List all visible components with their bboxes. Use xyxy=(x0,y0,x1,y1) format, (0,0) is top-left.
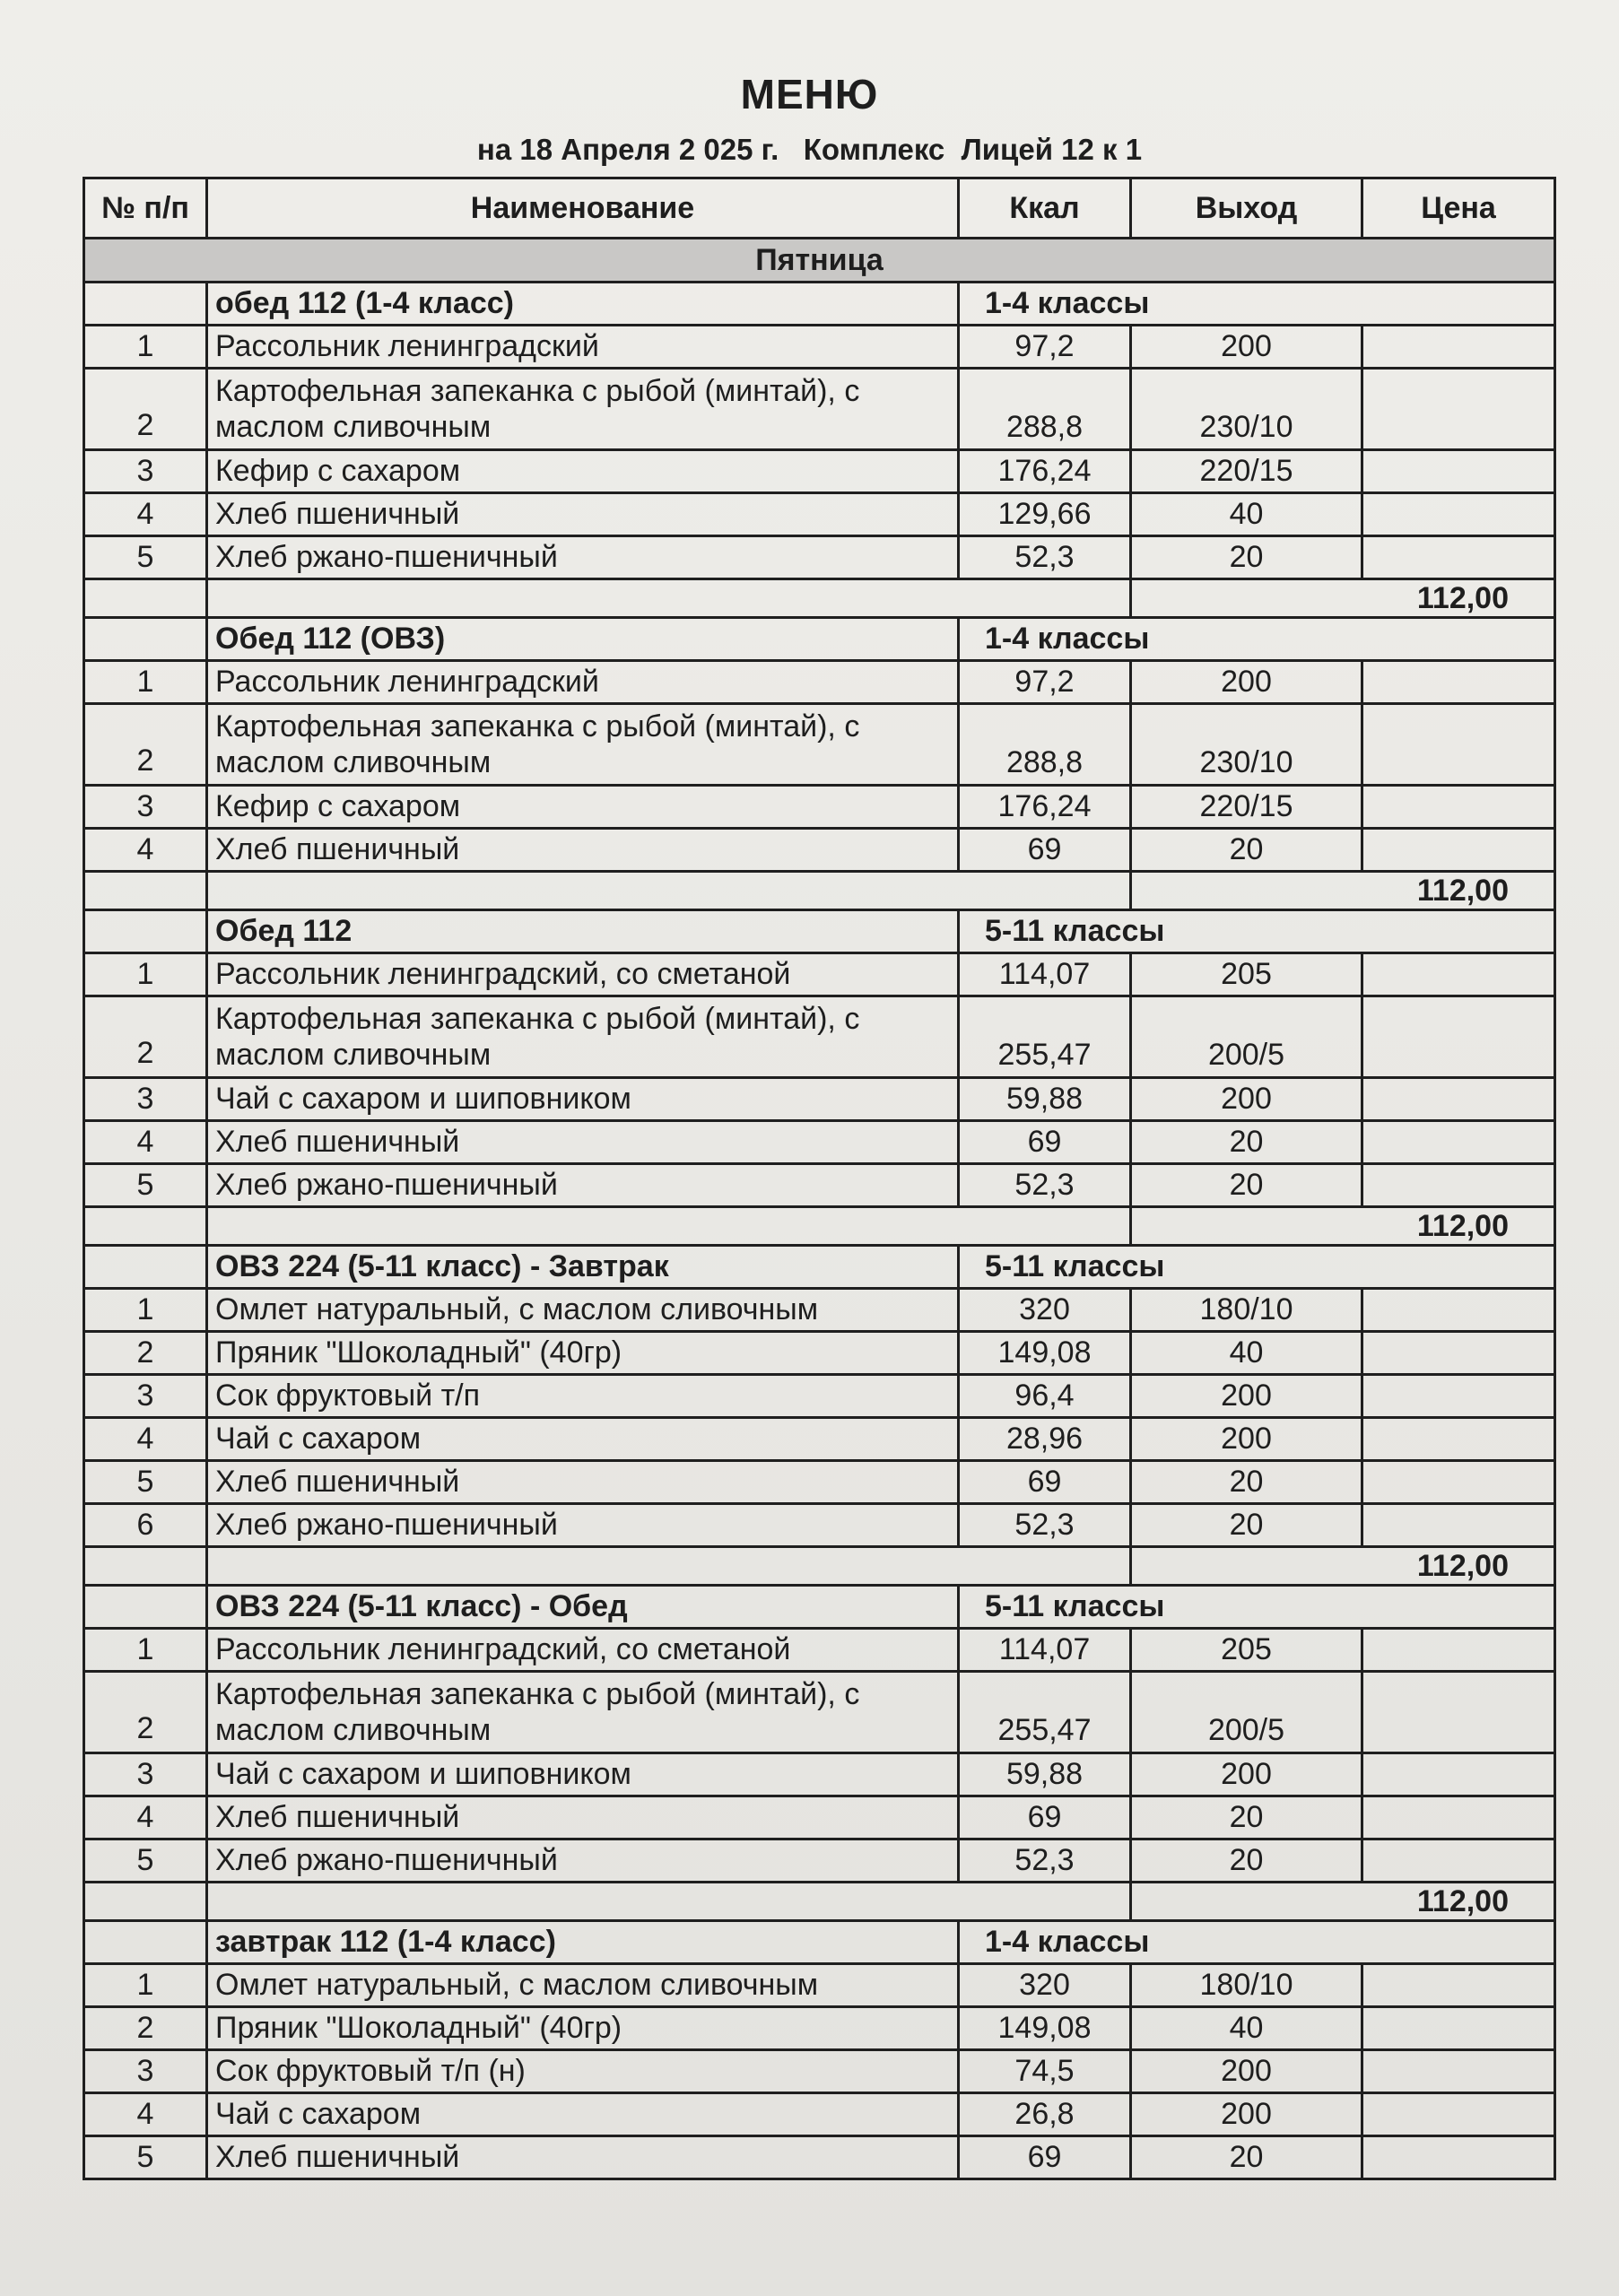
section-total-row xyxy=(84,579,1555,618)
table-row xyxy=(84,326,1555,369)
item-price-empty xyxy=(1362,1078,1555,1121)
section-total-price: 112,00 xyxy=(1131,1883,1555,1921)
item-name: Кефир с сахаром xyxy=(207,450,959,493)
item-kcal: 97,2 xyxy=(959,326,1131,369)
section-header-row xyxy=(84,1246,1555,1289)
table-row xyxy=(84,1289,1555,1332)
item-name: Пряник "Шоколадный" (40гр) xyxy=(207,2007,959,2050)
table-row xyxy=(84,369,1555,450)
item-name: Хлеб пшеничный xyxy=(207,2136,959,2179)
item-kcal: 255,47 xyxy=(959,996,1131,1078)
table-row xyxy=(84,1078,1555,1121)
item-num: 5 xyxy=(84,536,207,579)
item-price-empty xyxy=(1362,1121,1555,1164)
total-name-empty xyxy=(207,579,1131,618)
section-class-group: 1-4 классы xyxy=(959,618,1555,661)
item-name: Хлеб пшеничный xyxy=(207,1796,959,1839)
item-price-empty xyxy=(1362,2136,1555,2179)
item-num: 1 xyxy=(84,1629,207,1672)
table-row xyxy=(84,953,1555,996)
item-name: Картофельная запеканка с рыбой (минтай), с маслом сливочным xyxy=(207,369,959,450)
section-total-price: 112,00 xyxy=(1131,579,1555,618)
item-output: 200 xyxy=(1131,2093,1362,2136)
total-name-empty xyxy=(207,872,1131,910)
table-row xyxy=(84,1418,1555,1461)
section-num-empty xyxy=(84,910,207,953)
item-output: 200 xyxy=(1131,1078,1362,1121)
item-output: 205 xyxy=(1131,1629,1362,1672)
section-total-row xyxy=(84,1547,1555,1586)
item-price-empty xyxy=(1362,493,1555,536)
section-header-row xyxy=(84,1921,1555,1964)
item-num: 5 xyxy=(84,1461,207,1504)
item-output: 20 xyxy=(1131,2136,1362,2179)
section-num-empty xyxy=(84,1246,207,1289)
item-kcal: 52,3 xyxy=(959,1504,1131,1547)
item-output: 200 xyxy=(1131,326,1362,369)
table-row xyxy=(84,996,1555,1078)
total-num-empty xyxy=(84,1547,207,1586)
item-kcal: 74,5 xyxy=(959,2050,1131,2093)
page-subtitle: на 18 Апреля 2 025 г. Комплекс Лицей 12 к 1 xyxy=(476,133,1143,166)
item-num: 3 xyxy=(84,786,207,829)
item-output: 200 xyxy=(1131,2050,1362,2093)
section-total-price: 112,00 xyxy=(1131,1207,1555,1246)
table-row xyxy=(84,1461,1555,1504)
item-num: 3 xyxy=(84,1375,207,1418)
item-output: 200/5 xyxy=(1131,996,1362,1078)
item-name: Хлеб пшеничный xyxy=(207,493,959,536)
item-output: 20 xyxy=(1131,1796,1362,1839)
table-row xyxy=(84,450,1555,493)
item-output: 180/10 xyxy=(1131,1289,1362,1332)
item-kcal: 69 xyxy=(959,1796,1131,1839)
item-num: 4 xyxy=(84,1796,207,1839)
item-num: 2 xyxy=(84,996,207,1078)
item-price-empty xyxy=(1362,1839,1555,1883)
item-num: 1 xyxy=(84,1964,207,2007)
item-price-empty xyxy=(1362,1461,1555,1504)
item-price-empty xyxy=(1362,1629,1555,1672)
table-row xyxy=(84,2050,1555,2093)
item-num: 1 xyxy=(84,661,207,704)
item-num: 1 xyxy=(84,1289,207,1332)
item-name: Картофельная запеканка с рыбой (минтай), с маслом сливочным xyxy=(207,1672,959,1753)
item-kcal: 59,88 xyxy=(959,1078,1131,1121)
item-num: 3 xyxy=(84,450,207,493)
item-output: 205 xyxy=(1131,953,1362,996)
total-num-empty xyxy=(84,579,207,618)
item-kcal: 59,88 xyxy=(959,1753,1131,1796)
item-name: Чай с сахаром xyxy=(207,2093,959,2136)
day-row xyxy=(84,239,1555,283)
table-row xyxy=(84,2093,1555,2136)
table-row xyxy=(84,2136,1555,2179)
item-kcal: 149,08 xyxy=(959,1332,1131,1375)
item-name: Рассольник ленинградский xyxy=(207,661,959,704)
item-name: Хлеб ржано-пшеничный xyxy=(207,1504,959,1547)
menu-table-body xyxy=(84,239,1555,2179)
item-kcal: 69 xyxy=(959,2136,1131,2179)
item-name: Хлеб пшеничный xyxy=(207,829,959,872)
column-header-num: № п/п xyxy=(84,178,207,239)
item-output: 20 xyxy=(1131,1504,1362,1547)
total-num-empty xyxy=(84,872,207,910)
section-title: Обед 112 (ОВЗ) xyxy=(207,618,959,661)
item-num: 2 xyxy=(84,2007,207,2050)
section-class-group: 1-4 классы xyxy=(959,283,1555,326)
item-output: 200/5 xyxy=(1131,1672,1362,1753)
section-total-price: 112,00 xyxy=(1131,872,1555,910)
item-output: 180/10 xyxy=(1131,1964,1362,2007)
menu-table xyxy=(83,177,1556,2180)
item-num: 3 xyxy=(84,2050,207,2093)
section-class-group: 5-11 классы xyxy=(959,1246,1555,1289)
table-row xyxy=(84,661,1555,704)
item-kcal: 176,24 xyxy=(959,450,1131,493)
item-num: 4 xyxy=(84,493,207,536)
item-kcal: 129,66 xyxy=(959,493,1131,536)
section-total-row xyxy=(84,1207,1555,1246)
item-num: 2 xyxy=(84,1332,207,1375)
column-header-kcal: Ккал xyxy=(959,178,1131,239)
section-title: Обед 112 xyxy=(207,910,959,953)
item-kcal: 69 xyxy=(959,1121,1131,1164)
item-num: 5 xyxy=(84,1839,207,1883)
table-row xyxy=(84,1753,1555,1796)
item-output: 40 xyxy=(1131,2007,1362,2050)
table-row xyxy=(84,2007,1555,2050)
item-output: 220/15 xyxy=(1131,450,1362,493)
item-price-empty xyxy=(1362,1375,1555,1418)
item-name: Кефир с сахаром xyxy=(207,786,959,829)
item-output: 20 xyxy=(1131,536,1362,579)
item-output: 20 xyxy=(1131,829,1362,872)
table-row xyxy=(84,1629,1555,1672)
item-output: 200 xyxy=(1131,1753,1362,1796)
item-num: 1 xyxy=(84,953,207,996)
item-price-empty xyxy=(1362,1418,1555,1461)
item-num: 4 xyxy=(84,1121,207,1164)
item-kcal: 28,96 xyxy=(959,1418,1131,1461)
section-header-row xyxy=(84,618,1555,661)
section-header-row xyxy=(84,283,1555,326)
item-num: 4 xyxy=(84,2093,207,2136)
item-price-empty xyxy=(1362,786,1555,829)
item-price-empty xyxy=(1362,1964,1555,2007)
item-price-empty xyxy=(1362,2007,1555,2050)
item-num: 5 xyxy=(84,1164,207,1207)
section-title: завтрак 112 (1-4 класс) xyxy=(207,1921,959,1964)
item-output: 40 xyxy=(1131,1332,1362,1375)
item-kcal: 52,3 xyxy=(959,1839,1131,1883)
item-price-empty xyxy=(1362,1504,1555,1547)
section-header-row xyxy=(84,1586,1555,1629)
item-kcal: 176,24 xyxy=(959,786,1131,829)
item-kcal: 69 xyxy=(959,829,1131,872)
item-price-empty xyxy=(1362,1164,1555,1207)
item-kcal: 149,08 xyxy=(959,2007,1131,2050)
item-output: 200 xyxy=(1131,1418,1362,1461)
column-header-price: Цена xyxy=(1362,178,1555,239)
day-label: Пятница xyxy=(84,239,1555,283)
table-row xyxy=(84,786,1555,829)
item-kcal: 96,4 xyxy=(959,1375,1131,1418)
item-name: Чай с сахаром xyxy=(207,1418,959,1461)
table-row xyxy=(84,1504,1555,1547)
section-num-empty xyxy=(84,618,207,661)
item-num: 4 xyxy=(84,1418,207,1461)
table-row xyxy=(84,1839,1555,1883)
table-row xyxy=(84,1375,1555,1418)
total-num-empty xyxy=(84,1207,207,1246)
item-name: Омлет натуральный, с маслом сливочным xyxy=(207,1289,959,1332)
column-header-output: Выход xyxy=(1131,178,1362,239)
section-title: ОВЗ 224 (5-11 класс) - Обед xyxy=(207,1586,959,1629)
page-title: МЕНЮ xyxy=(740,71,879,117)
section-title: ОВЗ 224 (5-11 класс) - Завтрак xyxy=(207,1246,959,1289)
item-output: 230/10 xyxy=(1131,704,1362,786)
item-num: 3 xyxy=(84,1753,207,1796)
item-price-empty xyxy=(1362,326,1555,369)
item-name: Хлеб пшеничный xyxy=(207,1461,959,1504)
item-kcal: 52,3 xyxy=(959,536,1131,579)
table-row xyxy=(84,1672,1555,1753)
item-kcal: 320 xyxy=(959,1964,1131,2007)
item-name: Омлет натуральный, с маслом сливочным xyxy=(207,1964,959,2007)
total-name-empty xyxy=(207,1207,1131,1246)
item-output: 40 xyxy=(1131,493,1362,536)
item-kcal: 288,8 xyxy=(959,369,1131,450)
table-row xyxy=(84,536,1555,579)
item-name: Рассольник ленинградский, со сметаной xyxy=(207,953,959,996)
section-class-group: 5-11 классы xyxy=(959,910,1555,953)
item-name: Хлеб ржано-пшеничный xyxy=(207,536,959,579)
item-output: 200 xyxy=(1131,661,1362,704)
item-output: 230/10 xyxy=(1131,369,1362,450)
item-price-empty xyxy=(1362,2093,1555,2136)
item-name: Сок фруктовый т/п (н) xyxy=(207,2050,959,2093)
item-kcal: 288,8 xyxy=(959,704,1131,786)
item-price-empty xyxy=(1362,1332,1555,1375)
item-kcal: 320 xyxy=(959,1289,1131,1332)
item-num: 2 xyxy=(84,1672,207,1753)
item-output: 20 xyxy=(1131,1164,1362,1207)
item-name: Рассольник ленинградский, со сметаной xyxy=(207,1629,959,1672)
item-output: 20 xyxy=(1131,1121,1362,1164)
item-name: Пряник "Шоколадный" (40гр) xyxy=(207,1332,959,1375)
item-price-empty xyxy=(1362,704,1555,786)
item-name: Чай с сахаром и шиповником xyxy=(207,1078,959,1121)
item-price-empty xyxy=(1362,536,1555,579)
item-price-empty xyxy=(1362,369,1555,450)
item-price-empty xyxy=(1362,953,1555,996)
table-row xyxy=(84,1796,1555,1839)
item-num: 2 xyxy=(84,704,207,786)
section-num-empty xyxy=(84,1921,207,1964)
table-row xyxy=(84,493,1555,536)
item-name: Хлеб ржано-пшеничный xyxy=(207,1164,959,1207)
item-name: Рассольник ленинградский xyxy=(207,326,959,369)
section-num-empty xyxy=(84,1586,207,1629)
item-price-empty xyxy=(1362,996,1555,1078)
item-kcal: 69 xyxy=(959,1461,1131,1504)
item-name: Хлеб ржано-пшеничный xyxy=(207,1839,959,1883)
item-num: 5 xyxy=(84,2136,207,2179)
section-class-group: 5-11 классы xyxy=(959,1586,1555,1629)
item-output: 200 xyxy=(1131,1375,1362,1418)
total-name-empty xyxy=(207,1547,1131,1586)
item-kcal: 255,47 xyxy=(959,1672,1131,1753)
table-row xyxy=(84,1121,1555,1164)
item-num: 3 xyxy=(84,1078,207,1121)
item-name: Картофельная запеканка с рыбой (минтай), с маслом сливочным xyxy=(207,704,959,786)
item-kcal: 52,3 xyxy=(959,1164,1131,1207)
item-num: 2 xyxy=(84,369,207,450)
item-output: 20 xyxy=(1131,1461,1362,1504)
section-header-row xyxy=(84,910,1555,953)
table-row xyxy=(84,1332,1555,1375)
item-output: 20 xyxy=(1131,1839,1362,1883)
item-price-empty xyxy=(1362,1753,1555,1796)
item-output: 220/15 xyxy=(1131,786,1362,829)
item-price-empty xyxy=(1362,829,1555,872)
item-price-empty xyxy=(1362,1672,1555,1753)
table-header-row xyxy=(84,178,1555,239)
item-kcal: 114,07 xyxy=(959,953,1131,996)
item-kcal: 97,2 xyxy=(959,661,1131,704)
section-num-empty xyxy=(84,283,207,326)
item-price-empty xyxy=(1362,450,1555,493)
item-num: 4 xyxy=(84,829,207,872)
table-row xyxy=(84,829,1555,872)
table-row xyxy=(84,1164,1555,1207)
item-kcal: 26,8 xyxy=(959,2093,1131,2136)
section-total-row xyxy=(84,872,1555,910)
table-row xyxy=(84,1964,1555,2007)
item-name: Чай с сахаром и шиповником xyxy=(207,1753,959,1796)
item-price-empty xyxy=(1362,661,1555,704)
item-price-empty xyxy=(1362,1796,1555,1839)
table-row xyxy=(84,704,1555,786)
item-price-empty xyxy=(1362,1289,1555,1332)
column-header-name: Наименование xyxy=(207,178,959,239)
item-price-empty xyxy=(1362,2050,1555,2093)
item-num: 1 xyxy=(84,326,207,369)
total-name-empty xyxy=(207,1883,1131,1921)
item-name: Хлеб пшеничный xyxy=(207,1121,959,1164)
section-class-group: 1-4 классы xyxy=(959,1921,1555,1964)
section-total-row xyxy=(84,1883,1555,1921)
item-name: Картофельная запеканка с рыбой (минтай), с маслом сливочным xyxy=(207,996,959,1078)
item-name: Сок фруктовый т/п xyxy=(207,1375,959,1418)
item-kcal: 114,07 xyxy=(959,1629,1131,1672)
section-title: обед 112 (1-4 класс) xyxy=(207,283,959,326)
item-num: 6 xyxy=(84,1504,207,1547)
total-num-empty xyxy=(84,1883,207,1921)
section-total-price: 112,00 xyxy=(1131,1547,1555,1586)
